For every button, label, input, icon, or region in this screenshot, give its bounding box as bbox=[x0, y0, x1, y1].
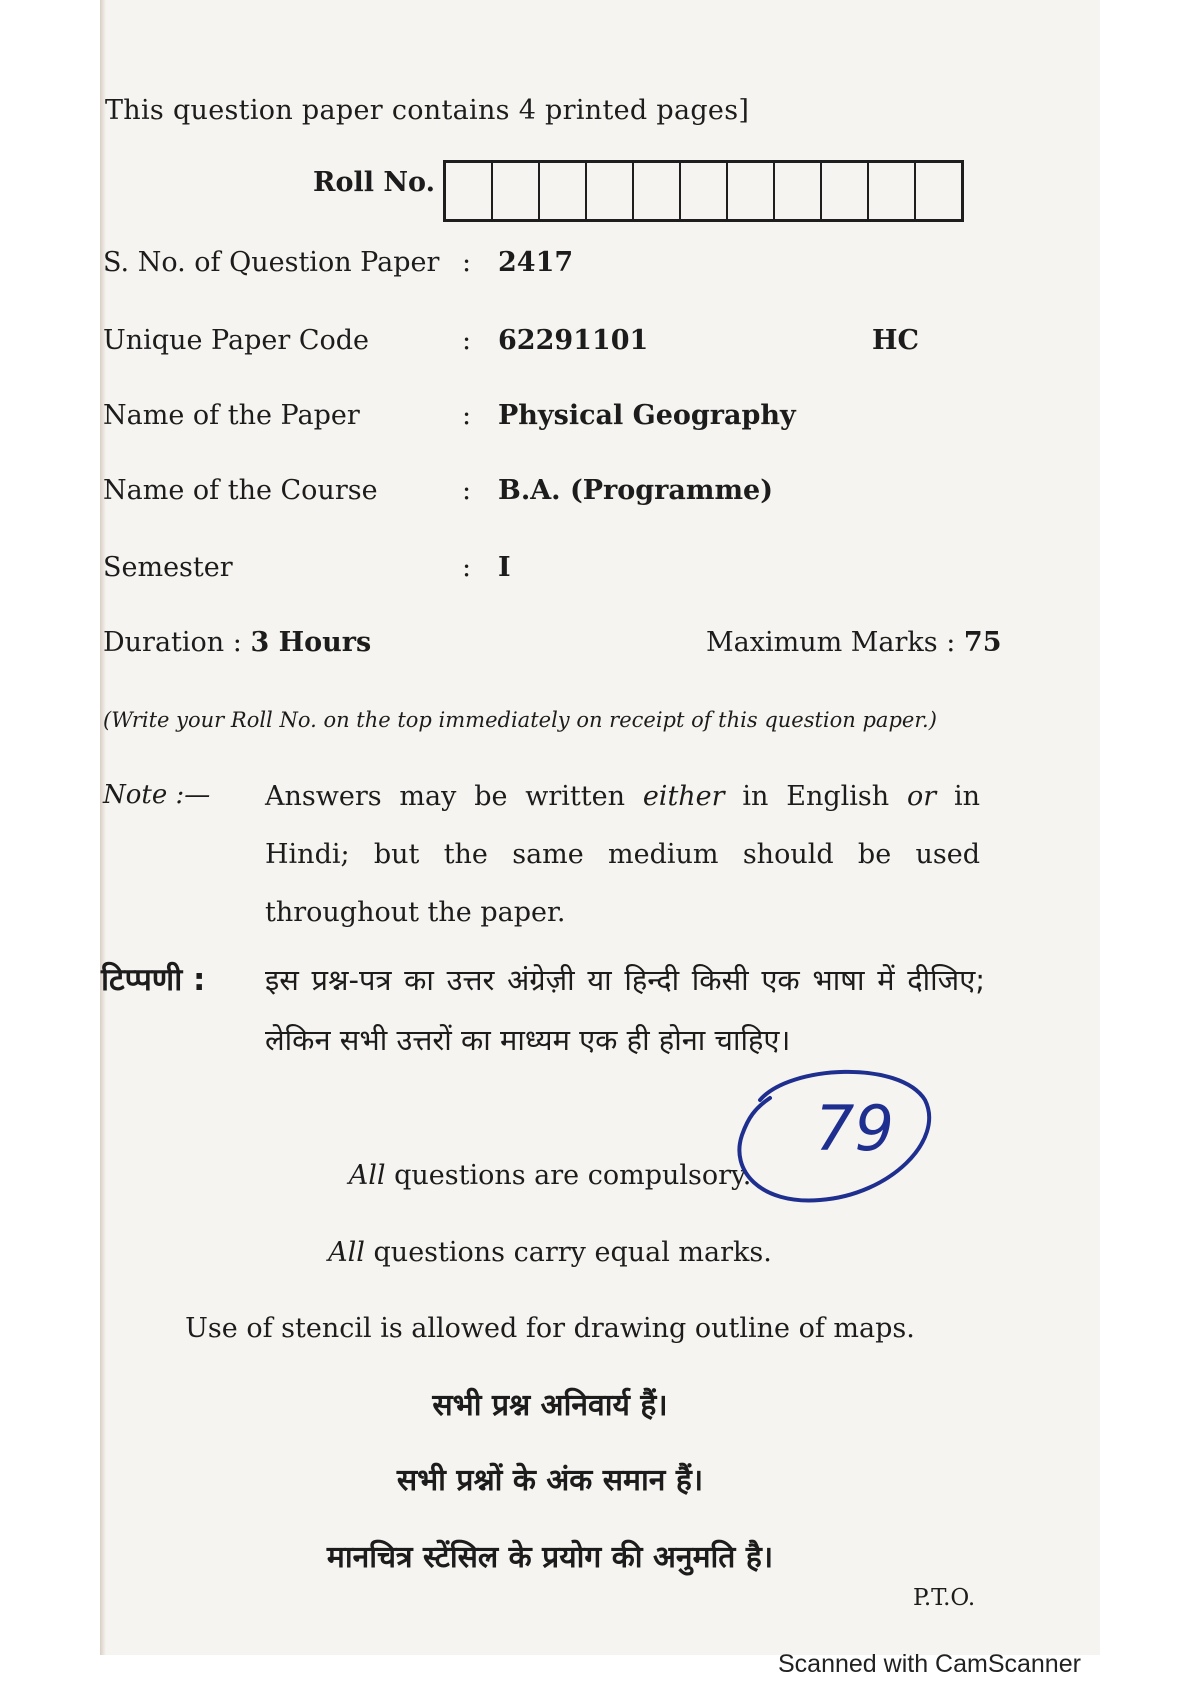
hindi-rule-stencil: मानचित्र स्टेंसिल के प्रयोग की अनुमति है। bbox=[326, 1540, 774, 1575]
note-text-part: in Hindi; but the same medium should be used throughout the paper. bbox=[265, 781, 980, 928]
meta-colon: : bbox=[462, 475, 472, 506]
hindi-rule-equal-marks: सभी प्रश्नों के अंक समान हैं। bbox=[396, 1463, 704, 1498]
scanner-watermark: Scanned with CamScanner bbox=[778, 1650, 1081, 1678]
rule-text: questions are compulsory. bbox=[385, 1160, 752, 1191]
paper-name-label: Name of the Paper bbox=[103, 400, 360, 431]
duration-label: Duration : bbox=[103, 627, 242, 658]
handwritten-marks-value: 79 bbox=[815, 1092, 894, 1165]
hindi-note-label: टिप्पणी : bbox=[101, 962, 206, 998]
semester-label: Semester bbox=[103, 552, 233, 583]
serial-number-value: 2417 bbox=[498, 247, 574, 278]
rule-emphasis: All bbox=[328, 1237, 365, 1268]
roll-number-box[interactable] bbox=[446, 163, 493, 219]
roll-number-box[interactable] bbox=[493, 163, 540, 219]
note-text bbox=[265, 768, 980, 942]
roll-number-box[interactable] bbox=[822, 163, 869, 219]
handwritten-marks-circle bbox=[730, 1060, 940, 1210]
roll-number-box[interactable] bbox=[775, 163, 822, 219]
roll-number-box[interactable] bbox=[587, 163, 634, 219]
roll-number-box[interactable] bbox=[916, 163, 961, 219]
max-marks-value: 75 bbox=[963, 627, 1002, 658]
please-turn-over: P.T.O. bbox=[913, 1585, 976, 1611]
course-name-label: Name of the Course bbox=[103, 475, 378, 506]
note-emphasis-or: or bbox=[906, 781, 937, 812]
roll-number-box[interactable] bbox=[634, 163, 681, 219]
roll-number-boxes[interactable] bbox=[443, 160, 964, 222]
note-emphasis-either: either bbox=[642, 781, 725, 812]
hindi-note-text: इस प्रश्न-पत्र का उत्तर अंग्रेज़ी या हिन्दी किसी एक भाषा में दीजिए; लेकिन सभी उत्तरों का माध्यम एक ही होना चाहिए। bbox=[265, 963, 985, 1057]
note-text-part: in English bbox=[724, 781, 907, 812]
page-count-note: This question paper contains 4 printed pages] bbox=[105, 95, 750, 126]
course-name-value: B.A. (Programme) bbox=[498, 475, 773, 506]
meta-colon: : bbox=[462, 247, 472, 278]
roll-number-box[interactable] bbox=[681, 163, 728, 219]
paper-code-badge: HC bbox=[872, 325, 919, 356]
paper-code-label: Unique Paper Code bbox=[103, 325, 369, 356]
serial-number-label: S. No. of Question Paper bbox=[103, 247, 440, 278]
roll-number-label: Roll No. bbox=[313, 167, 435, 198]
rule-text: questions carry equal marks. bbox=[364, 1237, 772, 1268]
semester-value: I bbox=[498, 552, 511, 583]
rule-emphasis: All bbox=[348, 1160, 386, 1191]
max-marks-label: Maximum Marks : bbox=[706, 627, 956, 658]
duration-value: 3 Hours bbox=[250, 627, 372, 658]
roll-number-box[interactable] bbox=[540, 163, 587, 219]
duration bbox=[103, 627, 371, 658]
roll-number-instruction: (Write your Roll No. on the top immediately on receipt of this question paper.) bbox=[103, 708, 937, 732]
paper-code-value: 62291101 bbox=[498, 325, 649, 356]
note-label: Note :— bbox=[103, 780, 211, 810]
meta-colon: : bbox=[462, 400, 472, 431]
rule-stencil: Use of stencil is allowed for drawing outline of maps. bbox=[185, 1313, 915, 1344]
rule-equal-marks bbox=[0, 1237, 1100, 1268]
roll-number-box[interactable] bbox=[728, 163, 775, 219]
meta-colon: : bbox=[462, 552, 472, 583]
roll-number-box[interactable] bbox=[869, 163, 916, 219]
hindi-rule-compulsory: सभी प्रश्न अनिवार्य हैं। bbox=[432, 1388, 668, 1423]
note-text-part: Answers may be written bbox=[265, 781, 643, 812]
meta-colon: : bbox=[462, 325, 472, 356]
paper-name-value: Physical Geography bbox=[498, 400, 796, 431]
maximum-marks bbox=[706, 627, 1002, 658]
